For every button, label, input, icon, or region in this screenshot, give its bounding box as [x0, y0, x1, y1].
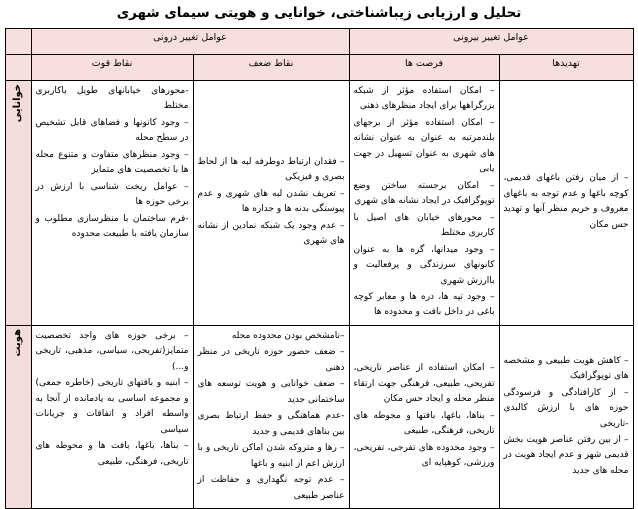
- list-item: –نامشخص بودن محدوده محله: [231, 330, 345, 341]
- list-item: – امکان استفاده مؤثر از شبکه بزرگراهها برای ایجاد منظرهای ذهنی: [353, 85, 495, 112]
- list-item: – عدم توجه نگهداری و حفاظت از عناصر طبیعی: [197, 475, 345, 501]
- list-item: – وجود تپه ها، دره ها و معابر کوچه باغی در داخل بافت و محدوده ها: [353, 291, 495, 318]
- row-axis-label-readability: [5, 80, 31, 325]
- list-item: – ابنیه و بافتهای تاریخی (خاطره جمعی) و مجموعه اساسی به یادمانده از آنجا به واسطه افراد و اتفاقات و جریانات سیاسی: [35, 378, 189, 435]
- column-header-row: [5, 54, 633, 80]
- group-header-external: عوامل تغییر بیرونی: [349, 28, 633, 54]
- list-item: – وجود منظرهای متفاوت و متنوع محله ها با تخصصیت های متمایز: [35, 149, 189, 176]
- list-item: – تعریف نشدن لبه های شهری و عدم پیوستگی بدنه ها و جداره ها: [197, 188, 345, 215]
- cell-opportunities: [349, 80, 499, 325]
- cell-strengths: [31, 325, 193, 508]
- list-item: -عدم هماهنگی و حفظ ارتباط بصری بین بناهای قدیمی و جدید: [197, 411, 345, 437]
- list-item: – بناها، باغها، بافت ها و محوطه های تاریخی، فرهنگی، طبیعی: [35, 441, 189, 467]
- column-header-strengths: نقاط قوت: [31, 54, 193, 80]
- list-item: – محورهای خیابان های اصیل با کاربری مختلط: [353, 212, 495, 239]
- cell-weaknesses: [193, 325, 349, 508]
- bullet-list: [36, 329, 189, 470]
- list-item: – وجود میدانها، گره ها به عنوان کانونهای سرزندگی و پرفعالیت و باارزش شهری: [353, 244, 495, 286]
- list-item: – از میان رفتن باغهای قدیمی، کوچه باغها و عدم توجه به باغهای معروف و حریم منظر آنها و تهدید حس مکان: [503, 173, 629, 230]
- cell-threats: [499, 325, 633, 508]
- list-item: – از بین رفتن عناصر هویت بخش قدیمی شهر و عدم ایجاد هویت در محله های جدید: [503, 434, 629, 476]
- cell-threats: [499, 80, 633, 325]
- table-header: [5, 28, 633, 80]
- list-item: – از کارافتادگی و فرسودگی حوزه های با ارزش کالبدی -تاریخی: [503, 387, 629, 429]
- table-row: [5, 325, 633, 508]
- list-item: – امکان استفاده مؤثر از برجهای بلندمرتبه به عنوان به عنوان نشانه های شهری به عنوان تسهیل در جهت یابی: [353, 117, 495, 175]
- table-body: [5, 80, 633, 508]
- column-header-opportunities: فرصت ها: [349, 54, 499, 80]
- bullet-list: [198, 155, 345, 250]
- group-header-axis-corner: [5, 28, 31, 54]
- bullet-list: [198, 329, 345, 504]
- list-item: – ضعف حضور حوزه تاریخی در منظر ذهنی: [197, 347, 345, 373]
- cell-weaknesses: [193, 80, 349, 325]
- cell-opportunities: [349, 325, 499, 508]
- bullet-list: [504, 354, 629, 480]
- list-item: – عوامل ریخت شناسی با ارزش در برخی حوزه ها: [35, 181, 189, 208]
- list-item: – وجود محدوده های تفرجی، تفریحی، ورزشی، کوهپایه ای: [353, 442, 495, 469]
- list-item: -فرم ساختمان با منظرسازی مطلوب و سازمان یافته با طبیعت محدوده: [35, 213, 189, 240]
- row-axis-label-text: خوانایی: [12, 83, 23, 123]
- list-item: – عدم وجود یک شبکه نمادین از نشانه های شهری: [197, 220, 345, 247]
- bullet-list: [354, 84, 495, 321]
- row-axis-label-identity: [5, 325, 31, 508]
- list-item: – امکان برجسته ساختن وضع توپوگرافیک در ایجاد نشانه های شهری: [353, 180, 495, 207]
- list-item: -محورهای خیابانهای طویل باکاربری مختلط: [35, 85, 189, 112]
- list-item: – برخی حوزه های واجد تخصصیت متمایز(تفریحی، سیاسی، مذهبی، تاریخی و...): [35, 330, 189, 372]
- list-item: – ضعف خوانایی و هویت توسعه های ساختمانی جدید: [197, 379, 345, 405]
- list-item: – وجود کانونها و فضاهای قابل تشخیص در سطح محله: [35, 117, 189, 144]
- row-axis-label-text: هویت: [12, 328, 23, 357]
- list-item: – فقدان ارتباط دوطرفه لبه ها از لحاظ بصری و فیزیکی: [197, 157, 345, 183]
- page-title: تحلیل و ارزیابی زیباشناختی، خوانایی و هویتی سیمای شهری: [116, 5, 522, 21]
- list-item: – امکان استفاده از عناصر تاریخی، تفریحی، طبیعی، فرهنگی جهت ارتقاء منظر محله و ایجاد حس مکان: [353, 363, 495, 405]
- group-header-internal: عوامل تغییر درونی: [31, 28, 349, 54]
- list-item: – کاهش هویت طبیعی و مشخصه های توپوگرافیک: [503, 355, 629, 382]
- column-header-axis-corner: [5, 54, 31, 80]
- column-header-weaknesses: نقاط ضعف: [193, 54, 349, 80]
- column-header-threats: تهدیدها: [499, 54, 633, 80]
- bullet-list: [36, 84, 189, 243]
- swot-analysis-table: [5, 28, 634, 509]
- bullet-list: [354, 361, 495, 471]
- list-item: – رها و متروکه شدن اماکن تاریخی و با ارزش اعم از ابنیه و باغها: [197, 443, 345, 469]
- bullet-list: [504, 171, 629, 233]
- group-header-row: [5, 28, 633, 54]
- table-row: [5, 80, 633, 325]
- cell-strengths: [31, 80, 193, 325]
- list-item: – بناها، باغها، بافتها و محوطه های تاریخی، فرهنگی، طبیعی: [353, 410, 495, 437]
